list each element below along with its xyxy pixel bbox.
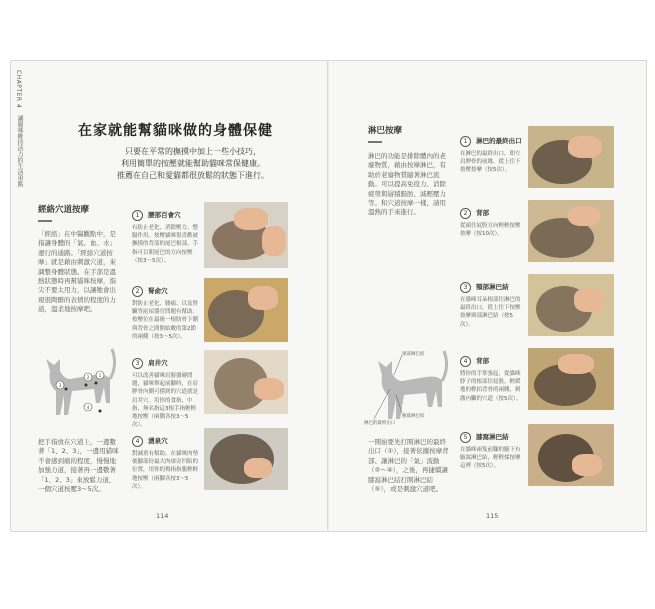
step-title: 頸部淋巴結 [476, 283, 509, 291]
acupoint-dot [95, 382, 98, 385]
chapter-label: CHAPTER 4 [15, 70, 22, 109]
step-1-photo [204, 202, 288, 268]
step-number: 3 [460, 282, 471, 293]
acupressure-instructions: 把手指放在穴道上，一邊數著「1、2、3」，一邊用貓咪不會感到痛的程度，慢慢地加強力道，接著再一邊數著「1、2、3」來放鬆力道，一個穴道按壓3～5次。 [38, 438, 119, 494]
step-title: 湧泉穴 [148, 437, 168, 445]
step-text: 可以改善貓咪肩膀僵硬問題，貓咪舉起前腳時，在肩胛骨內側可摸到的穴道就是肩井穴。用你的食指、中指、無名指這3根手指輕輕地按壓（兩側各按3～5次）。 [132, 373, 199, 429]
page-number-left: 114 [156, 512, 169, 520]
label-final-exit: 淋巴的最終出口 [364, 421, 396, 425]
lymph-step-2 [460, 200, 524, 238]
step-title: 淋巴的最終出口 [476, 137, 522, 145]
section-title-lymph: 淋巴按摩 [368, 126, 403, 136]
svg-text:4: 4 [86, 406, 90, 411]
lymph-step-4 [460, 348, 524, 403]
page-title: 在家就能幫貓咪做的身體保健 [78, 123, 273, 139]
intro-line: 利用簡單的按壓就能幫助貓咪常保健康。 [121, 159, 265, 168]
lymph-step-5-photo [528, 424, 614, 486]
cat-acupoint-diagram [36, 345, 122, 423]
step-title: 腎俞穴 [148, 287, 168, 295]
step-3 [132, 350, 200, 429]
label-neck-lymph: 頸部淋巴結 [402, 352, 425, 357]
step-number: 2 [460, 208, 471, 219]
step-text: 在貓咪耳朵根部往淋巴的最終出口，從上往下按壓按摩頸部淋巴結（按5次）。 [460, 297, 521, 328]
lymph-instructions: 一開始要先打開淋巴的最終出口（①），接著依據按摩背部、讓淋巴的「氣」流動（②～④），之後，再捷續讓膝窩淋巴結打開淋巴結（⑤），或是刺激穴道吧。 [368, 438, 449, 494]
step-number: 1 [132, 210, 143, 221]
step-1 [132, 202, 200, 265]
step-text: 在淋巴的最終出口，即左肩胛骨的前緣，從上往下按壓按摩（按5次）。 [460, 151, 521, 174]
lymph-step-2-photo [528, 200, 614, 262]
step-number: 4 [460, 356, 471, 367]
cat-silhouette [46, 359, 110, 415]
acupoint-dot [99, 410, 102, 413]
svg-text:3: 3 [58, 384, 62, 389]
acupoint-marker-2 [84, 373, 92, 381]
step-2 [132, 278, 200, 341]
lymph-step-3-photo [528, 274, 614, 336]
step-number: 2 [132, 286, 143, 297]
svg-text:1: 1 [98, 374, 102, 379]
step-text: 將你的手掌張起，從貓咪脖子的根部往屁股，輕緩地的輕拍背骨的兩側，刺激內臟的穴道（按5次）。 [460, 371, 522, 402]
step-text: 有防止老化、消除壓力、整腸作用。按壓貓咪很喜歡被撫摸的背部的尾巴根部，手指可以朝尾巴的方向按壓（按3～5次）。 [132, 225, 199, 264]
step-number: 4 [132, 436, 143, 447]
intro-line: 只要在平常的撫摸中加上一些小技巧， [125, 147, 261, 156]
acupoint-marker-3 [56, 381, 64, 389]
step-title: 背部 [476, 357, 490, 365]
step-text: 在貓咪兩隻前腳的腋下有腋窩淋巴結，輕輕揉按摩這裡（按5次）。 [460, 447, 521, 470]
section-rule [368, 141, 382, 143]
acupoint-dot [85, 384, 88, 387]
lymph-step-3 [460, 274, 524, 329]
lymph-step-1 [460, 128, 524, 175]
leader-line [374, 389, 390, 419]
acupoint-marker-4 [84, 403, 92, 411]
step-text: 對防止老化、腰痛、以及腎臟等泌尿器官問題有幫助。按壓位在最後一根肋骨下側與背骨之間開始數的第2節的兩側（按3～5次）。 [132, 301, 199, 340]
lymph-step-1-photo [528, 126, 614, 188]
chapter-subtitle: 讓貓咪維持活力的生活重點 [16, 115, 23, 187]
step-title: 腰部百會穴 [148, 211, 181, 219]
page-number-right: 115 [486, 512, 499, 520]
acupoint-dot [65, 388, 68, 391]
book-gutter [327, 60, 329, 530]
section-title-acupressure: 經絡穴道按摩 [38, 205, 90, 215]
section-rule [38, 220, 52, 222]
step-text: 對減重有幫助。在貓咪肉墊後腳部份最大肉球旁凹陷的位置，用你的拇指指腹輕輕地按壓（兩腳各按3～5次）。 [132, 451, 199, 490]
svg-text:2: 2 [86, 376, 90, 381]
step-text: 從頭往屁股方向輕輕按壓按摩（按10次）。 [460, 223, 521, 238]
step-number: 1 [460, 136, 471, 147]
cat-lymph-diagram [362, 345, 452, 425]
lymph-step-4-photo [528, 348, 614, 410]
section-body-acupressure: 「經絡」在中醫觀點中，是指讓身體的「氣、血、水」運行的通路。「經絡穴道按摩」就是藉由刺激穴道，來調整身體狀態。在手部是溫熱狀態時再幫貓咪按摩，指尖不要太用力，以讓牠會出現很陶醉的表情的程度的力道，溫柔地按摩吧。 [38, 230, 116, 314]
intro-text [88, 146, 298, 182]
step-2-photo [204, 278, 288, 342]
step-4 [132, 428, 200, 491]
cat-tail [110, 349, 115, 379]
step-title: 肩井穴 [148, 359, 168, 367]
leader-line [394, 355, 402, 375]
section-body-lymph: 淋巴的功能是排除體內的老廢物質，藉由按摩淋巴，有助於老廢物質隨著淋巴流動。可以提高免疫力、消除疲勞與層積脂肪、減輕壓力等。和穴道按摩一樣，請用溫熱的手來進行。 [368, 152, 446, 217]
acupoint-marker-1 [96, 371, 104, 379]
step-number: 3 [132, 358, 143, 369]
step-title: 背部 [476, 209, 490, 217]
step-3-photo [204, 350, 288, 414]
label-armpit-lymph: 腋窩淋巴結 [402, 414, 425, 419]
cat-tail [442, 351, 447, 381]
step-4-photo [204, 428, 288, 490]
intro-line: 推薦在自己和愛貓都很放鬆的狀態下進行。 [117, 171, 269, 180]
cat-silhouette [378, 361, 442, 419]
step-number: 5 [460, 432, 471, 443]
step-title: 膝窩淋巴結 [476, 433, 509, 441]
lymph-step-5 [460, 424, 524, 471]
